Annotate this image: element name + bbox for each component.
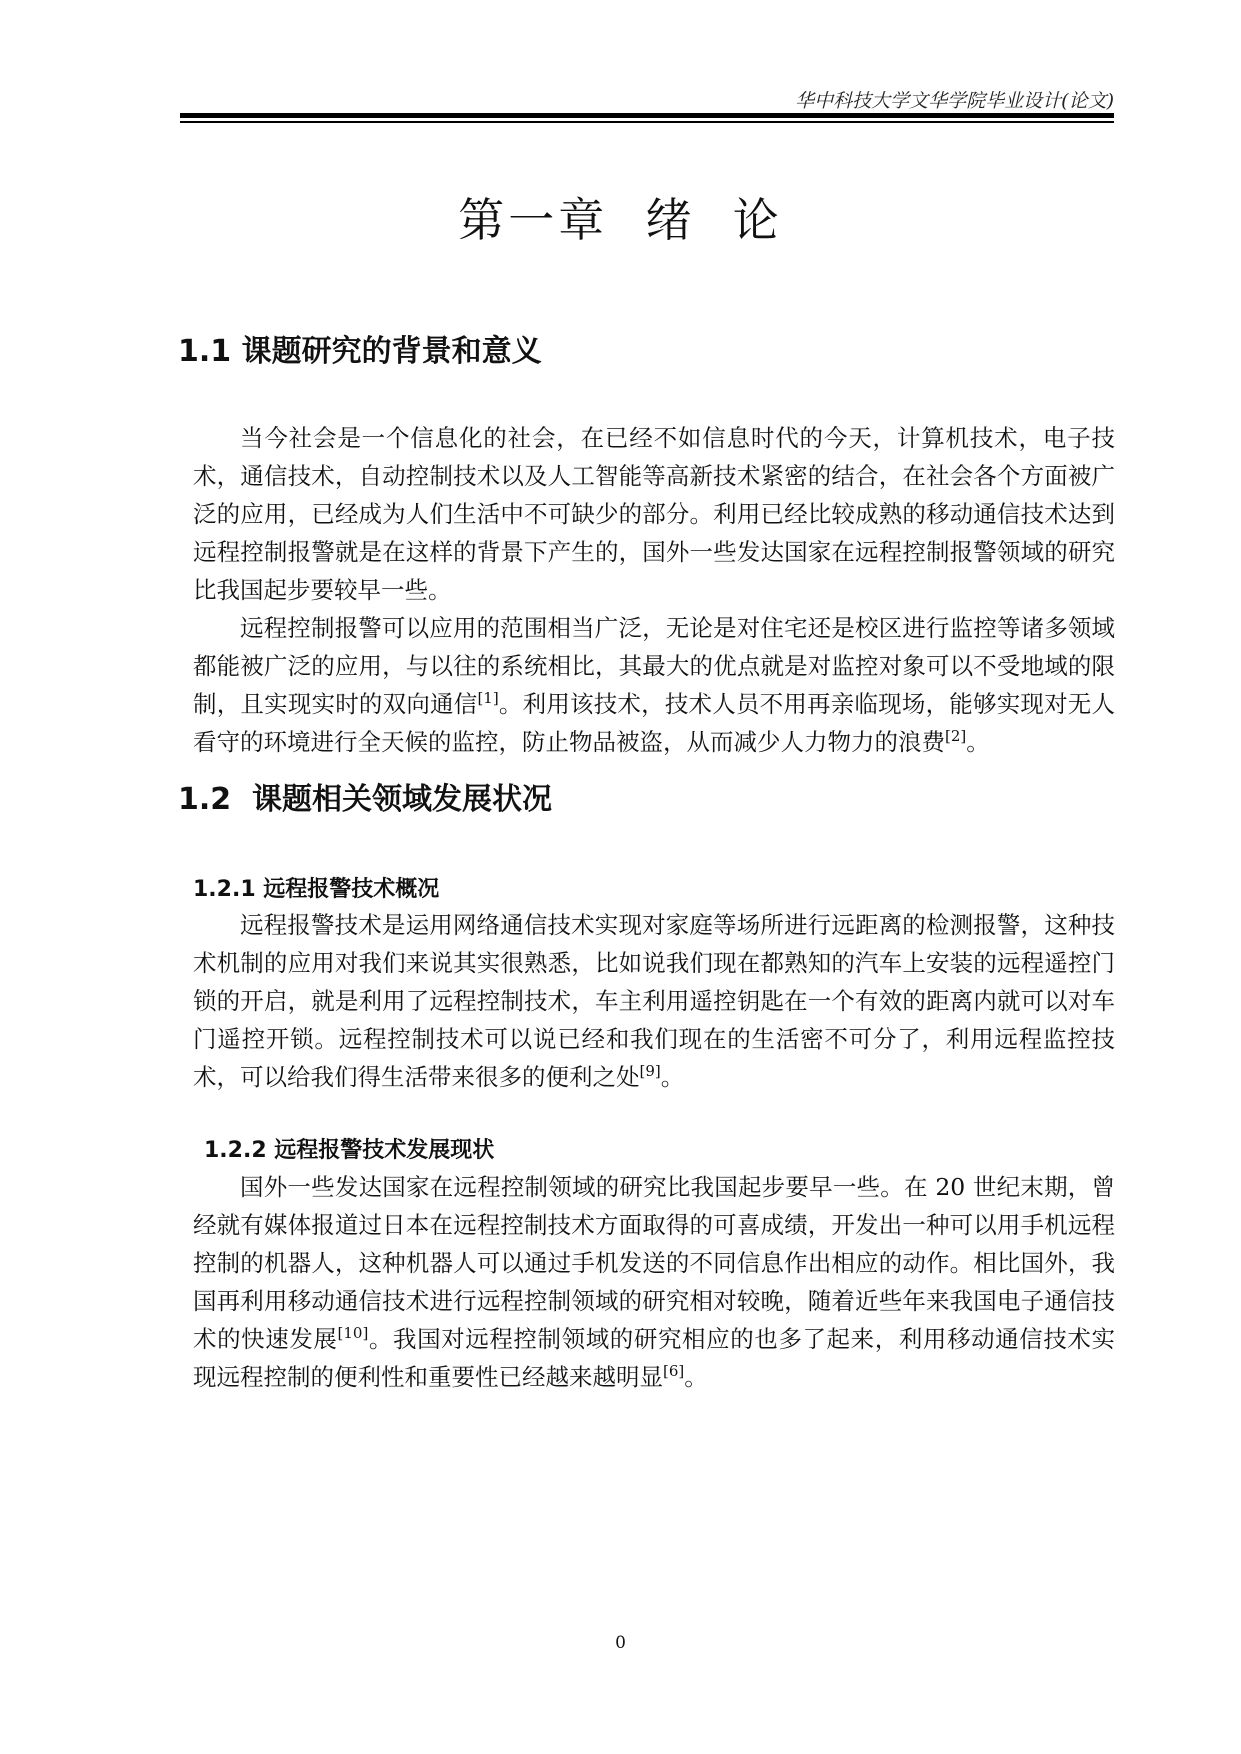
citation-ref: [1] [477, 689, 499, 708]
chapter-title: 第一章 绪 论 [458, 193, 783, 247]
subsection-heading-1-2-1: 1.2.1 远程报警技术概况 [193, 877, 440, 902]
subsection-heading-1-2-2: 1.2.2 远程报警技术发展现状 [204, 1138, 495, 1163]
header-rule-thin [180, 121, 1114, 123]
paragraph-text: 。 [966, 728, 990, 756]
citation-ref: [9] [639, 1062, 661, 1081]
paragraph: 当今社会是一个信息化的社会，在已经不如信息时代的今天，计算机技术，电子技术，通信技术，自动控制技术以及人工智能等高新技术紧密的结合，在社会各个方面被广泛的应用，已经成为人们生活中不可缺少的部分。利用已经比较成熟的移动通信技术达到远程控制报警就是在这样的背景下产生的，国外一些发达国家在远程控制报警领域的研究比我国起步要较早一些。 [193, 424, 1115, 604]
section-1-1-body [193, 419, 1115, 761]
paragraph-text: 。利用该技术，技术人员不用再亲临现场，能够实现对无人看守的环境进行全天候的监控，防止物品被盗，从而减少人力物力的浪费 [193, 690, 1116, 756]
header-rule-thick [180, 113, 1114, 118]
paragraph [193, 906, 1115, 1096]
citation-ref: [6] [663, 1362, 685, 1381]
paragraph [193, 1168, 1115, 1396]
subsection-1-2-1-body [193, 906, 1115, 1096]
paragraph-text: 远程报警技术是运用网络通信技术实现对家庭等场所进行远距离的检测报警，这种技术机制的应用对我们来说其实很熟悉，比如说我们现在都熟知的汽车上安装的远程遥控门锁的开启，就是利用了远程控制技术，车主利用遥控钥匙在一个有效的距离内就可以对车门遥控开锁。远程控制技术可以说已经和我们现在的生活密不可分了，利用远程监控技术，可以给我们得生活带来很多的便利之处 [193, 911, 1115, 1091]
section-heading-1-2: 1.2 课题相关领域发展状况 [178, 782, 553, 817]
subsection-1-2-2-body [193, 1168, 1115, 1396]
paragraph [193, 609, 1115, 761]
paragraph-text: 。 [660, 1063, 685, 1091]
running-header: 华中科技大学文华学院毕业设计(论文) [795, 90, 1114, 112]
paragraph-text: 。 [684, 1363, 708, 1391]
page-number: 0 [615, 1633, 626, 1653]
section-heading-1-1: 1.1 课题研究的背景和意义 [178, 334, 542, 369]
citation-ref: [10] [337, 1324, 369, 1343]
paragraph-text: 。我国对远程控制领域的研究相应的也多了起来，利用移动通信技术实现远程控制的便利性和重要性已经越来越明显 [193, 1325, 1116, 1391]
citation-ref: [2] [945, 727, 967, 746]
paragraph-text: 国外一些发达国家在远程控制领域的研究比我国起步要早一些。在 20 世纪末期，曾经就有媒体报道过日本在远程控制技术方面取得的可喜成绩，开发出一种可以用手机远程控制的机器人，这种机器人可以通过手机发送的不同信息作出相应的动作。相比国外，我国再利用移动通信技术进行远程控制领域的研究相对较晚，随着近些年来我国电子通信技术的快速发展 [193, 1173, 1115, 1353]
paragraph-text: 远程控制报警可以应用的范围相当广泛，无论是对住宅还是校区进行监控等诸多领域都能被广泛的应用，与以往的系统相比，其最大的优点就是对监控对象可以不受地域的限制，且实现实时的双向通信 [193, 614, 1115, 718]
